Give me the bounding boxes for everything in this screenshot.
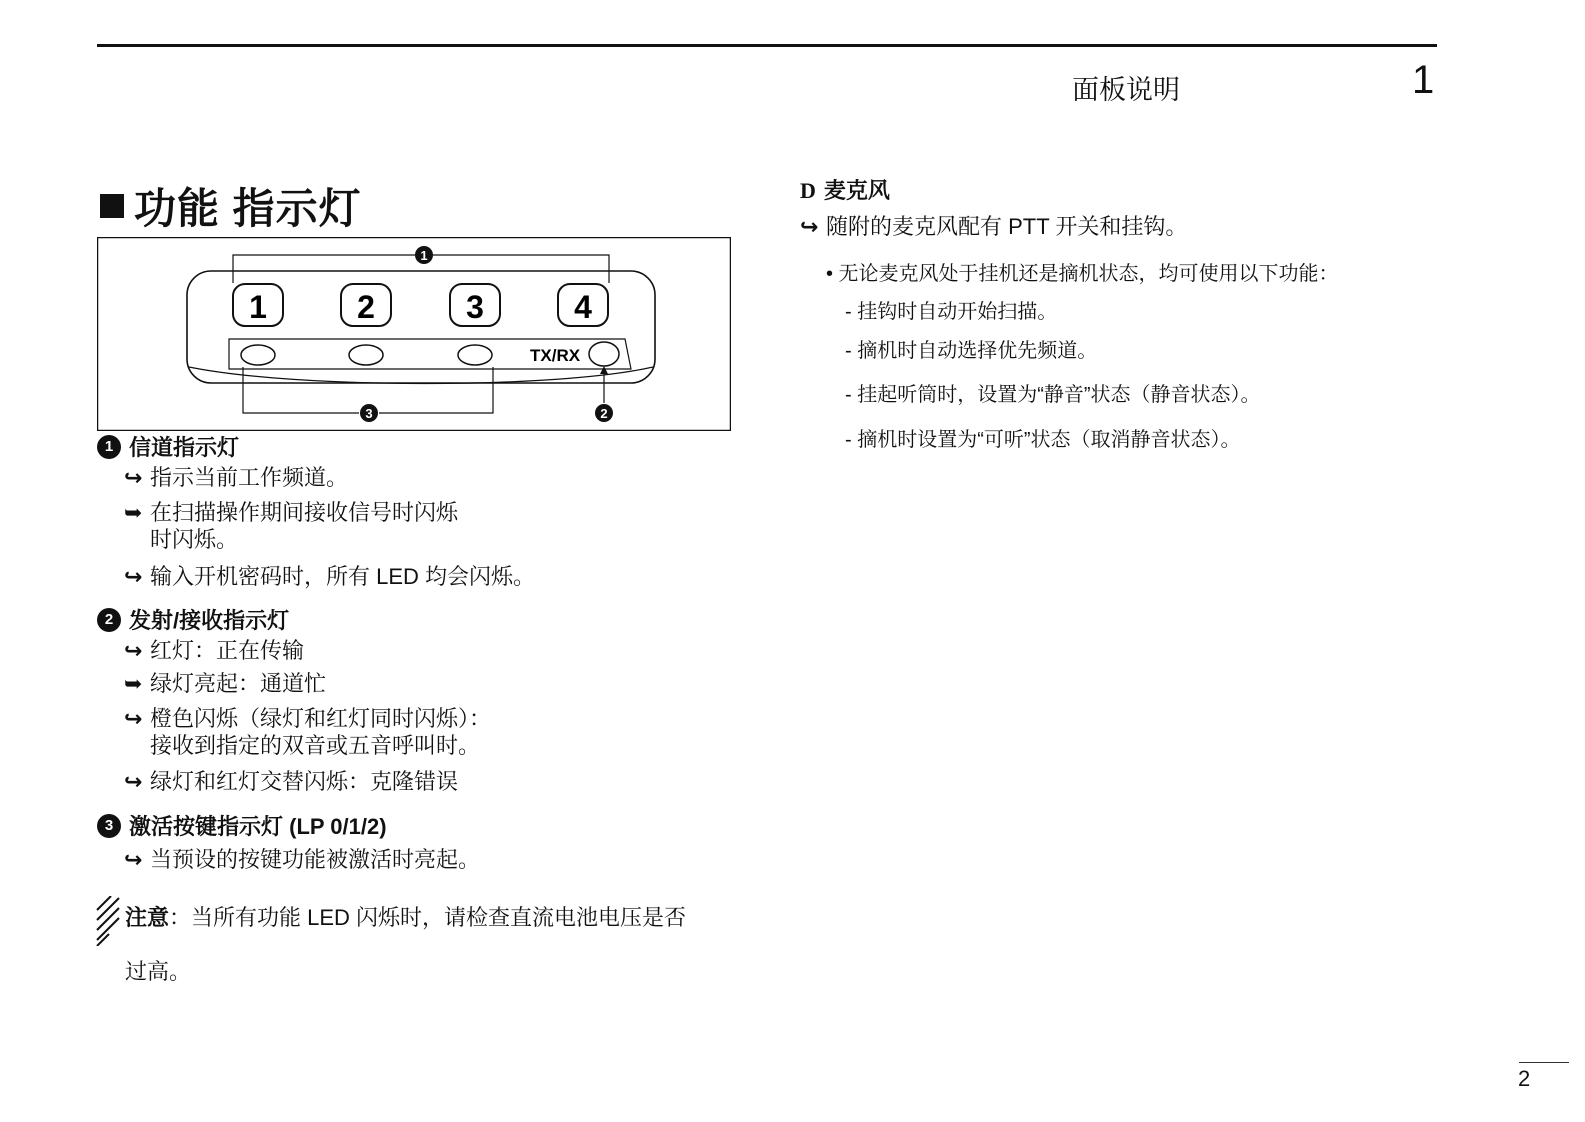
callout-2-num: 2 [600,406,608,421]
list-item: ↪ 橙色闪烁（绿灯和红灯同时闪烁）： 接收到指定的双音或五音呼叫时。 [124,706,492,758]
section-title [100,176,362,236]
subheading-text: 激活按键指示灯 (LP 0/1/2) [129,814,387,839]
square-bullet-icon [100,194,124,218]
header-title: 面板说明 [1072,75,1180,105]
subheading-microphone: D 麦克风 [800,178,890,203]
top-rule [97,44,1437,47]
subheading-key-indicator [97,810,387,841]
hook-arrow-icon: ↪ [124,847,143,872]
subheading-text: 信道指示灯 [129,435,240,460]
callout-1-num: 1 [420,248,428,263]
page-number-rule [1519,1062,1569,1063]
hook-arrow-icon: ↪ [800,214,819,239]
hook-arrow-icon: ↪ [124,638,143,663]
indicator-diagram [97,237,731,431]
bold-arrow-icon: ➥ [124,671,143,696]
hook-arrow-icon: ↪ [124,564,143,589]
list-item: ↪ 绿灯和红灯交替闪烁：克隆错误 [124,769,459,794]
list-item: ↪ 红灯：正在传输 [124,638,305,663]
list-item: ➥ 在扫描操作期间接收信号时闪烁 时闪烁。 [124,500,459,552]
subheading-channel-indicator [97,431,239,462]
note-icon [95,896,121,946]
note-text: 注意：当所有功能 LED 闪烁时，请检查直流电池电压是否 [125,905,687,930]
note-label: 注意 [125,905,170,930]
list-item: ↪ 指示当前工作频道。 [124,465,349,490]
list-item-continuation: 接收到指定的双音或五音呼叫时。 [150,733,481,758]
dash-item: - 摘机时设置为“可听”状态（取消静音状态）。 [845,429,1241,451]
hook-arrow-icon: ↪ [124,706,143,731]
callout-3-num: 3 [365,406,373,421]
number-badge: 1 [97,435,121,459]
list-item: ↪ 当预设的按键功能被激活时亮起。 [124,847,481,872]
list-item-continuation: 时闪烁。 [150,527,239,552]
dash-item: - 挂起听筒时，设置为“静音”状态（静音状态）。 [845,384,1261,406]
number-badge: 3 [97,814,121,838]
section-title-text: 功能 指示灯 [134,185,362,232]
number-badge: 2 [97,608,121,632]
list-item: ➥ 绿灯亮起：通道忙 [124,671,327,696]
list-item: ↪ 随附的麦克风配有 PTT 开关和挂钩。 [800,214,1188,239]
page-number: 2 [1518,1066,1531,1091]
button-1-label: 1 [249,289,267,325]
section-marker: D [800,178,816,203]
dash-item: - 挂钩时自动开始扫描。 [845,301,1058,323]
list-item: ↪ 输入开机密码时，所有 LED 均会闪烁。 [124,564,536,589]
bullet-item: • 无论麦克风处于挂机还是摘机状态，均可使用以下功能： [826,263,1339,285]
hook-arrow-icon: ↪ [124,769,143,794]
button-2-label: 2 [357,289,375,325]
bold-arrow-icon: ➥ [124,500,143,525]
button-4-label: 4 [574,289,592,325]
txrx-label: TX/RX [530,346,581,365]
chapter-number: 1 [1412,58,1435,102]
hook-arrow-icon: ↪ [124,465,143,490]
button-3-label: 3 [466,289,484,325]
subheading-text: 发射/接收指示灯 [129,608,290,633]
dash-item: - 摘机时自动选择优先频道。 [845,340,1098,362]
subheading-txrx-indicator [97,604,289,635]
note-text-continuation: 过高。 [125,959,192,984]
